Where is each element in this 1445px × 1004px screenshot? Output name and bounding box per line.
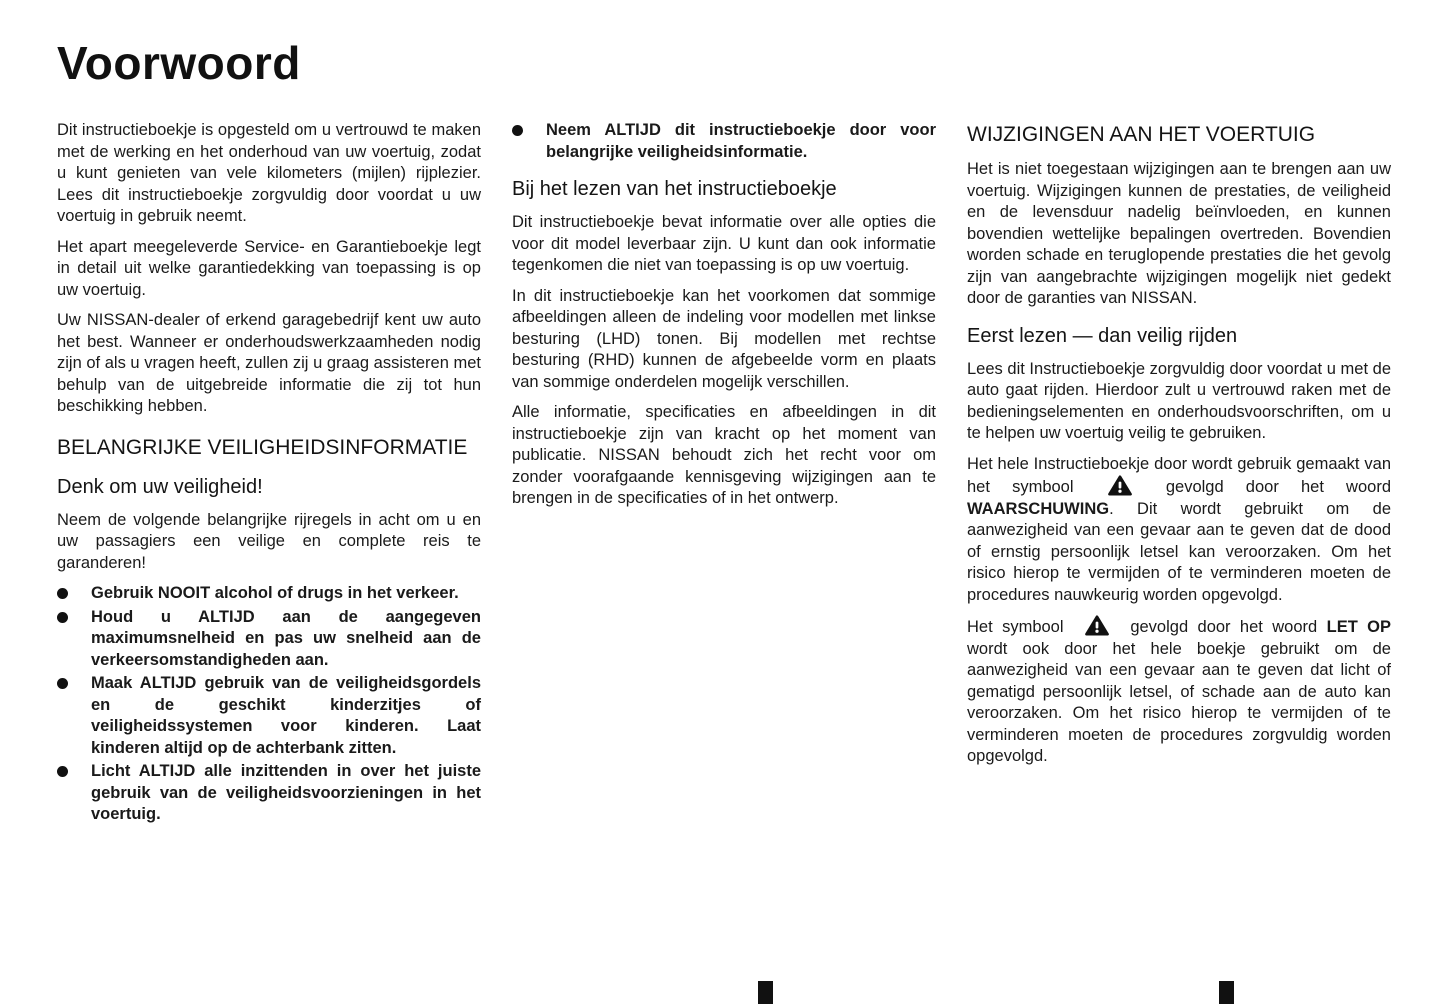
section-heading-vehicle-modifications: WIJZIGINGEN AAN HET VOERTUIG bbox=[967, 123, 1316, 146]
caution-symbol-paragraph bbox=[967, 615, 1391, 768]
warning-triangle-icon bbox=[1085, 615, 1109, 636]
caution-text-part1: Het symbool bbox=[967, 618, 1064, 636]
reading-paragraph-1: Dit instructieboekje bevat informatie over alle opties die voor dit model leverbaar zijn. U kunt dan ook informatie tegenkomen die niet van toepassing is op uw voertuig. bbox=[512, 213, 936, 274]
bullet-icon bbox=[57, 607, 91, 672]
bullet-icon bbox=[57, 673, 91, 759]
page-index-tab-mark bbox=[758, 981, 773, 1004]
safety-rule-text: Neem ALTIJD dit instructieboekje door voor belangrijke veiligheidsinformatie. bbox=[546, 121, 936, 161]
safety-rule-text: Houd u ALTIJD aan de aangegeven maximumsnelheid en pas uw snelheid aan de verkeersomstandigheden aan. bbox=[91, 607, 481, 669]
safety-rule-item bbox=[512, 120, 936, 163]
warning-symbol-paragraph bbox=[967, 454, 1391, 607]
column-middle bbox=[512, 120, 936, 828]
bullet-icon bbox=[512, 120, 546, 163]
reading-paragraph-3: Alle informatie, specificaties en afbeeldingen in dit instructieboekje zijn van kracht op het moment van publicatie. NISSAN behoudt zich het recht voor om zonder voorafgaande kennisgeving wijzigingen aan te brengen in de specificaties of in het ontwerp. bbox=[512, 403, 936, 507]
column-left bbox=[57, 120, 481, 828]
reading-paragraph-2: In dit instructieboekje kan het voorkomen dat sommige afbeeldingen alleen de indeling voor modellen met linkse besturing (LHD) tonen. Bij modellen met rechtse besturing (RHD) kunnen de afgebeelde vorm en plaats van sommige onderdelen mogelijk verschillen. bbox=[512, 286, 936, 391]
bullet-icon bbox=[57, 761, 91, 826]
three-column-layout bbox=[0, 90, 1445, 828]
bullet-icon bbox=[57, 583, 91, 605]
column-right bbox=[967, 120, 1391, 828]
section-heading-read-first: Eerst lezen — dan veilig rijden bbox=[967, 324, 1238, 347]
caution-text-part3: wordt ook door het hele boekje gebruikt om de aanwezigheid van een gevaar aan te geven dat licht of gematigd persoonlijk letsel, of schade aan de auto kan veroorzaken. Om het risico hierop te vermijden of te verminderen moeten de procedures zorgvuldig worden opgevolgd. bbox=[967, 639, 1391, 765]
modifications-paragraph: Het is niet toegestaan wijzigingen aan te brengen aan uw voertuig. Wijzigingen kunnen de prestaties, de veiligheid en de levensduur nadelig beïnvloeden, en kunnen bovendien wettelijke bepalingen overtreden. Bovendien worden schade en teruglopende prestaties die het gevolg zijn van aangebrachte wijzigingen mogelijk niet gedekt door de garanties van NISSAN. bbox=[967, 160, 1391, 307]
warning-text-part3: . Dit wordt gebruikt om de aanwezigheid van een gevaar aan te geven dat de dood of ernstig persoonlijk letsel kan veroorzaken. Om het risico hierop te vermijden of te verminderen moeten de procedures nauwkeurig worden opgevolgd. bbox=[967, 499, 1391, 604]
safety-rule-item bbox=[57, 673, 481, 759]
safety-rule-text: Licht ALTIJD alle inzittenden in over het juiste gebruik van de veiligheidsvoorzieningen in het voertuig. bbox=[91, 762, 481, 823]
warning-triangle-icon bbox=[1108, 475, 1132, 496]
safety-rule-item bbox=[57, 583, 481, 605]
intro-paragraph-2: Het apart meegeleverde Service- en Garantieboekje legt in detail uit welke garantiedekking van toepassing is op uw voertuig. bbox=[57, 237, 481, 299]
read-first-paragraph: Lees dit Instructieboekje zorgvuldig door voordat u met de auto gaat rijden. Hierdoor zult u vertrouwd raken met de bedieningselementen en onderhoudsvoorschriften, om u te helpen uw voertuig veilig te gebruiken. bbox=[967, 359, 1391, 442]
section-subheading-think-safety: Denk om uw veiligheid! bbox=[57, 475, 263, 498]
safety-rule-item bbox=[57, 761, 481, 826]
section-heading-important-safety-info: BELANGRIJKE VEILIGHEIDSINFORMATIE bbox=[57, 435, 468, 459]
caution-text-part2: gevolgd door het woord bbox=[1130, 618, 1318, 636]
warning-text-part2: gevolgd door het woord bbox=[1165, 478, 1391, 496]
page-index-tab-mark bbox=[1219, 981, 1234, 1004]
intro-paragraph-1: Dit instructieboekje is opgesteld om u vertrouwd te maken met de werking en het onderhoud van uw voertuig, zodat u kunt genieten van vele kilometers (mijlen) rijplezier. Lees dit instructieboekje zorgvuldig door voordat u uw voertuig in gebruik neemt. bbox=[57, 121, 481, 225]
safety-rule-item bbox=[57, 607, 481, 672]
safety-rule-text: Gebruik NOOIT alcohol of drugs in het verkeer. bbox=[91, 584, 459, 602]
warning-text-part1: Het hele Instructieboekje door wordt gebruik gemaakt van het symbool bbox=[967, 454, 1391, 496]
warning-keyword: WAARSCHUWING bbox=[967, 499, 1110, 518]
safety-rules-intro: Neem de volgende belangrijke rijregels in acht om u en uw passagiers een veilige en complete reis te garanderen! bbox=[57, 510, 481, 572]
intro-paragraph-3: Uw NISSAN-dealer of erkend garagebedrijf kent uw auto het best. Wanneer er onderhoudswerkzaamheden nodig zijn of als u vragen heeft, zullen zij u graag assisteren met behulp van de uitgebreide informatie die zij tot hun beschikking hebben. bbox=[57, 311, 481, 415]
section-heading-reading-manual: Bij het lezen van het instructieboekje bbox=[512, 178, 837, 200]
safety-rule-text: Maak ALTIJD gebruik van de veiligheidsgordels en de geschikt kinderzitjes of veiligheidssystemen voor kinderen. Laat kinderen altijd op de achterbank zitten. bbox=[91, 674, 481, 757]
page-title: Voorwoord bbox=[57, 37, 301, 89]
caution-keyword: LET OP bbox=[1326, 618, 1392, 636]
